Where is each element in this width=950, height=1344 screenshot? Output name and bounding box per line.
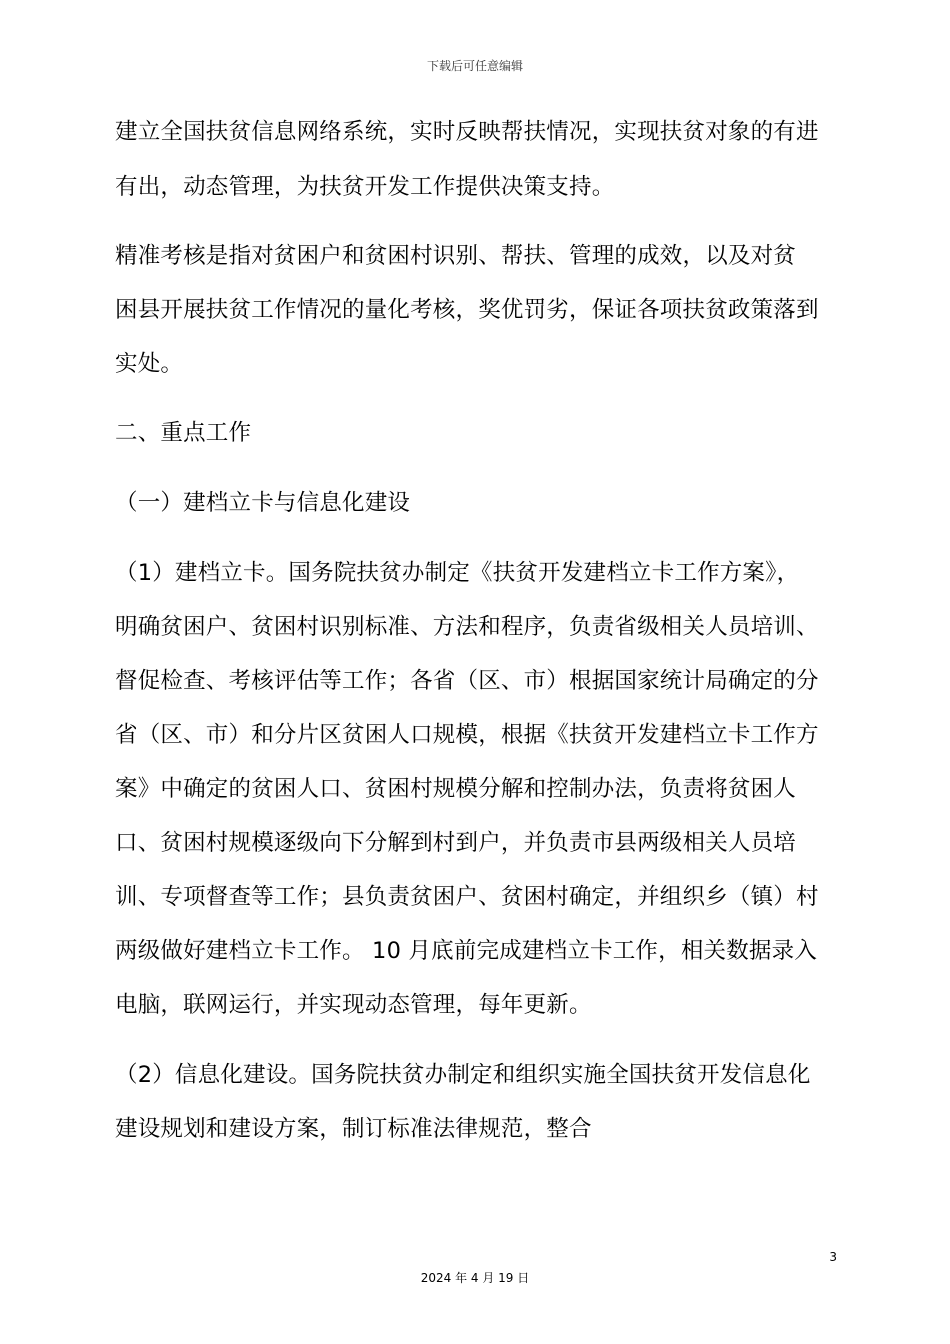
text-line: （2）信息化建设。国务院扶贫办制定和组织实施全国扶贫开发信息化 <box>115 1062 811 1088</box>
text-line: 明确贫困户、贫困村识别标准、方法和程序，负责省级相关人员培训、 <box>115 614 819 640</box>
text-line: 建立全国扶贫信息网络系统，实时反映帮扶情况，实现扶贫对象的有进 <box>115 119 819 145</box>
text-line: 两级做好建档立卡工作。 10 月底前完成建档立卡工作，相关数据录入 <box>115 938 818 964</box>
subsection-heading: （一）建档立卡与信息化建设 <box>115 490 411 516</box>
page-number: 3 <box>829 1250 837 1264</box>
text-line: 实处。 <box>115 351 184 377</box>
section-heading: 二、重点工作 <box>115 420 252 446</box>
text-line: 省（区、市）和分片区贫困人口规模，根据《扶贫开发建档立卡工作方 <box>115 722 819 748</box>
text-line: 困县开展扶贫工作情况的量化考核，奖优罚劣，保证各项扶贫政策落到 <box>115 297 819 323</box>
text-line: 督促检查、考核评估等工作；各省（区、市）根据国家统计局确定的分 <box>115 668 819 694</box>
text-line: 口、贫困村规模逐级向下分解到村到户，并负责市县两级相关人员培 <box>115 830 797 856</box>
footer-date: 2024 年 4 月 19 日 <box>420 1271 530 1285</box>
text-line: 电脑，联网运行，并实现动态管理，每年更新。 <box>115 992 592 1018</box>
header-note: 下载后可任意编辑 <box>426 59 523 73</box>
text-line: 精准考核是指对贫困户和贫困村识别、帮扶、管理的成效，以及对贫 <box>115 243 797 269</box>
text-line: 建设规划和建设方案，制订标准法律规范，整合 <box>115 1116 592 1142</box>
text-line: 有出，动态管理，为扶贫开发工作提供决策支持。 <box>115 174 615 200</box>
text-line: （1）建档立卡。国务院扶贫办制定《扶贫开发建档立卡工作方案》， <box>115 560 800 586</box>
text-line: 训、专项督查等工作；县负责贫困户、贫困村确定，并组织乡（镇）村 <box>115 884 819 910</box>
text-line: 案》中确定的贫困人口、贫困村规模分解和控制办法，负责将贫困人 <box>115 776 797 802</box>
